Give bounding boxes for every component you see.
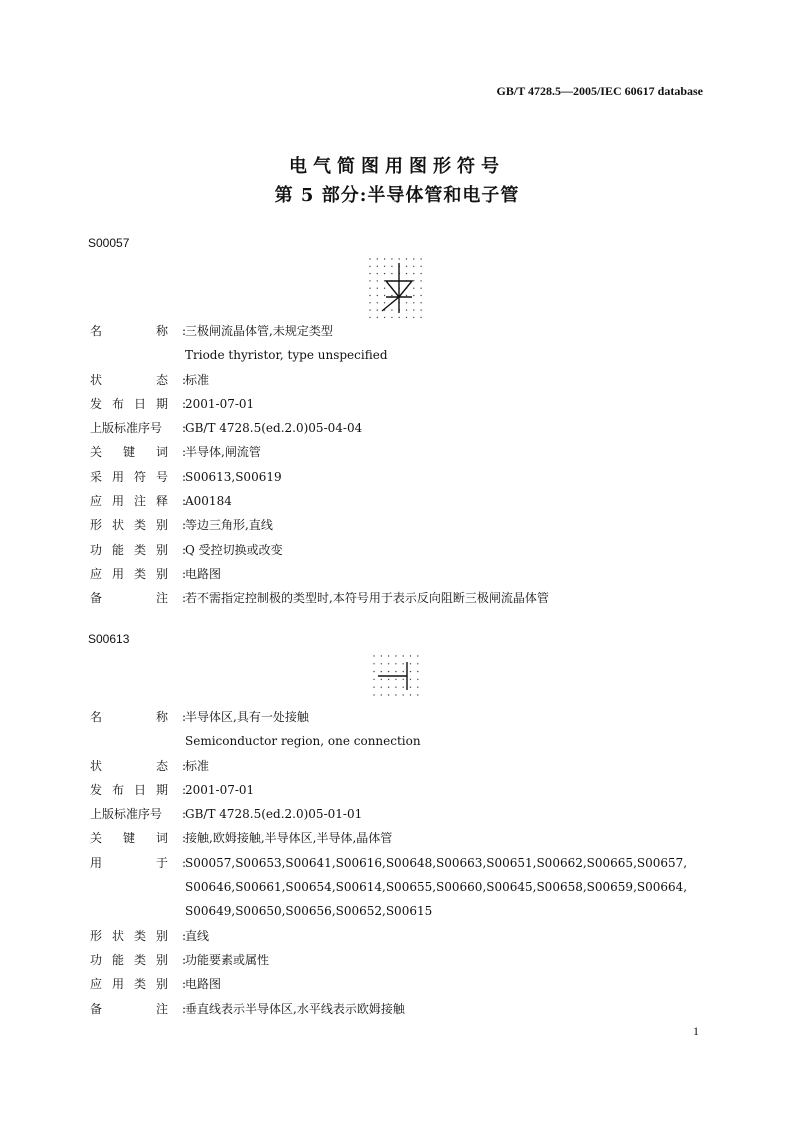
field-label-char: 类 [133, 566, 146, 581]
field-label [90, 416, 168, 440]
field-row [90, 826, 710, 850]
field-label-char: 关 [90, 831, 103, 846]
field-label [90, 972, 168, 996]
field-row [90, 851, 710, 875]
field-value: Semiconductor region, one connection [185, 734, 421, 749]
field-row [90, 754, 710, 778]
field-value: 电路图 [185, 977, 222, 992]
field-label [90, 948, 168, 972]
field-row [90, 489, 710, 513]
field-label [90, 392, 168, 416]
field-value: 2001-07-01 [185, 782, 255, 797]
label-colon: : [182, 396, 187, 411]
field-label-char: 备 [90, 1001, 103, 1016]
field-row [90, 729, 710, 753]
field-row [90, 705, 710, 729]
field-label-char: 采 [90, 469, 103, 484]
field-row [90, 802, 710, 826]
field-label-char: 别 [155, 518, 168, 533]
field-label [90, 368, 168, 392]
field-row [90, 440, 710, 464]
field-label-char: 态 [155, 372, 168, 387]
field-label-char: 状 [111, 928, 124, 943]
field-value: GB/T 4728.5(ed.2.0)05-04-04 [185, 421, 363, 436]
field-label-char: 功 [90, 542, 103, 557]
field-value: A00184 [185, 494, 232, 509]
field-label-char: 用 [111, 494, 124, 509]
field-label [90, 705, 168, 729]
field-row [90, 368, 710, 392]
field-label-char: 应 [90, 977, 103, 992]
field-label-char: 注 [133, 494, 146, 509]
field-row [90, 343, 710, 367]
field-value: 标准 [185, 372, 210, 387]
label-colon: : [182, 518, 187, 533]
field-label [90, 826, 168, 850]
field-label [90, 851, 168, 875]
field-label-char: 于 [155, 855, 168, 870]
field-label-char: 类 [133, 542, 146, 557]
label-colon: : [182, 542, 187, 557]
field-label-char: 号 [155, 469, 168, 484]
entry-record [90, 705, 710, 1021]
field-label-char: 能 [111, 542, 124, 557]
field-label-char: 备 [90, 591, 103, 606]
label-colon: : [182, 445, 187, 460]
field-label-char: 别 [155, 928, 168, 943]
field-label-char: 名 [90, 324, 103, 338]
field-label [90, 778, 168, 802]
field-row [90, 538, 710, 562]
field-label-char: 注 [155, 591, 168, 606]
label-colon: : [182, 928, 187, 943]
field-row [90, 997, 710, 1021]
field-value: 2001-07-01 [185, 396, 255, 411]
field-label-char: 状 [90, 758, 103, 773]
label-colon: : [182, 591, 187, 606]
field-label-char: 类 [133, 977, 146, 992]
field-label [90, 465, 168, 489]
field-row [90, 972, 710, 996]
symbol-id: S00057 [88, 236, 130, 250]
field-label [90, 538, 168, 562]
field-value: 接触,欧姆接触,半导体区,半导体,晶体管 [185, 831, 393, 846]
field-row [90, 562, 710, 586]
field-label-char: 类 [133, 928, 146, 943]
field-label-char: 名 [90, 710, 103, 724]
field-value: S00057,S00653,S00641,S00616,S00648,S00663,S00651,S00662,S00665,S00657, [185, 855, 688, 870]
field-label-char: 别 [155, 566, 168, 581]
field-label-char: 期 [155, 396, 168, 411]
field-label-char: 别 [155, 952, 168, 967]
field-label-char: 符 [133, 469, 146, 484]
field-label [90, 440, 168, 464]
field-row [90, 513, 710, 537]
field-value: Q 受控切换或改变 [185, 542, 283, 557]
field-label [90, 924, 168, 948]
label-colon: : [182, 831, 187, 846]
field-label-char: 形 [90, 518, 103, 533]
field-row [90, 465, 710, 489]
field-label-char: 状 [111, 518, 124, 533]
field-value: S00613,S00619 [185, 469, 282, 484]
field-label-char: 应 [90, 566, 103, 581]
field-value: 功能要素或属性 [185, 952, 270, 967]
label-colon: : [182, 807, 187, 822]
page-number: 1 [693, 1024, 699, 1038]
label-colon: : [182, 566, 187, 581]
field-label-char: 日 [133, 396, 146, 411]
field-label-char: 状 [90, 372, 103, 387]
field-label-char: 释 [155, 494, 168, 509]
field-label-char: 期 [155, 782, 168, 797]
field-label-char: 用 [90, 855, 103, 870]
field-label-char: 词 [155, 445, 168, 460]
standard-header: GB/T 4728.5—2005/IEC 60617 database [496, 84, 703, 98]
label-colon: : [182, 782, 187, 797]
field-value: S00649,S00650,S00656,S00652,S00615 [185, 904, 433, 919]
field-label-char: 类 [133, 518, 146, 533]
field-label [90, 562, 168, 586]
field-label-char: 日 [133, 782, 146, 797]
field-label-char: 别 [155, 977, 168, 992]
field-row [90, 586, 710, 610]
field-row [90, 924, 710, 948]
field-row [90, 392, 710, 416]
field-label-char: 布 [111, 396, 124, 411]
field-label-char: 称 [155, 324, 168, 338]
label-colon: : [182, 977, 187, 992]
field-label-char: 别 [155, 542, 168, 557]
field-value: S00646,S00661,S00654,S00614,S00655,S00660,S00645,S00658,S00659,S00664, [185, 880, 688, 895]
field-value: 半导体,闸流管 [185, 445, 261, 460]
field-label-char: 发 [90, 396, 103, 411]
symbol-id: S00613 [88, 632, 130, 646]
field-value: 半导体区,具有一处接触 [185, 710, 309, 724]
field-label-char: 用 [111, 469, 124, 484]
field-row [90, 319, 710, 343]
field-value: GB/T 4728.5(ed.2.0)05-01-01 [185, 807, 363, 822]
field-label-char: 称 [155, 710, 168, 724]
field-label [90, 319, 168, 343]
field-row [90, 416, 710, 440]
triode-thyristor-icon [366, 255, 426, 321]
document-title: 电气简图用图形符号 [289, 156, 505, 177]
field-label-char: 键 [122, 445, 135, 460]
field-label [90, 802, 168, 826]
field-value: 电路图 [185, 566, 222, 581]
document-subtitle: 第 5 部分:半导体管和电子管 [274, 185, 520, 206]
field-label-char: 态 [155, 758, 168, 773]
field-label-char: 类 [133, 952, 146, 967]
label-colon: : [182, 952, 187, 967]
field-label [90, 489, 168, 513]
label-colon: : [182, 855, 187, 870]
field-value: 若不需指定控制极的类型时,本符号用于表示反向阻断三极闸流晶体管 [185, 591, 549, 606]
field-label [90, 586, 168, 610]
field-row [90, 875, 710, 899]
label-colon: : [182, 324, 187, 338]
field-label-char: 功 [90, 952, 103, 967]
label-colon: : [182, 1001, 187, 1016]
field-label-char: 能 [111, 952, 124, 967]
field-label-char: 注 [155, 1001, 168, 1016]
field-value: 三极闸流晶体管,未规定类型 [185, 324, 333, 338]
field-label-char: 上版标准序号 [90, 807, 163, 822]
field-label-char: 关 [90, 445, 103, 460]
field-label-char: 发 [90, 782, 103, 797]
field-row [90, 948, 710, 972]
label-colon: : [182, 469, 187, 484]
field-value: 标准 [185, 758, 210, 773]
field-label [90, 513, 168, 537]
field-row [90, 778, 710, 802]
field-row [90, 899, 710, 923]
field-label [90, 997, 168, 1021]
label-colon: : [182, 758, 187, 773]
field-label-char: 形 [90, 928, 103, 943]
label-colon: : [182, 372, 187, 387]
field-value: 等边三角形,直线 [185, 518, 273, 533]
entry-record [90, 319, 710, 611]
label-colon: : [182, 494, 187, 509]
field-label-char: 键 [122, 831, 135, 846]
semiconductor-region-icon [370, 652, 420, 700]
field-value: 垂直线表示半导体区,水平线表示欧姆接触 [185, 1001, 405, 1016]
label-colon: : [182, 421, 187, 436]
label-colon: : [182, 710, 187, 724]
field-label [90, 754, 168, 778]
field-value: 直线 [185, 928, 210, 943]
field-label-char: 布 [111, 782, 124, 797]
field-label-char: 词 [155, 831, 168, 846]
field-label-char: 上版标准序号 [90, 421, 163, 436]
field-value: Triode thyristor, type unspecified [185, 348, 388, 363]
field-label-char: 应 [90, 494, 103, 509]
field-label-char: 用 [111, 566, 124, 581]
field-label-char: 用 [111, 977, 124, 992]
